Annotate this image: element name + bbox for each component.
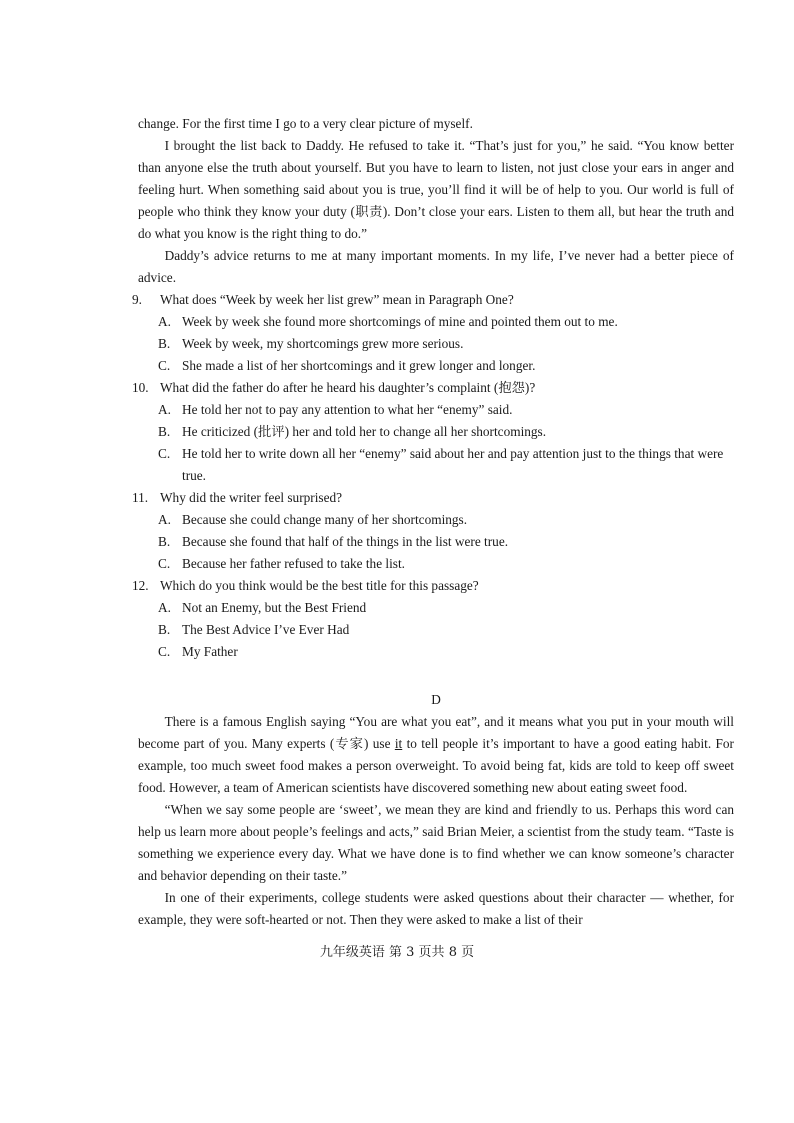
option-letter: B. (158, 622, 171, 637)
option-text: Because she could change many of her shortcomings. (182, 512, 468, 527)
option-text: He told her to write down all her “enemy” said about her and pay attention just to the things that were true. (182, 446, 724, 483)
passage-c-continuation (138, 113, 734, 289)
paragraph: In one of their experiments, college students were asked questions about their character — whether, for example, they were soft-hearted or not. Then they were asked to make a list of their (138, 890, 734, 927)
question-block (132, 289, 734, 663)
section-title: D (431, 692, 441, 707)
option-c (158, 553, 734, 575)
option-letter: A. (158, 512, 171, 527)
option-letter: C. (158, 446, 171, 461)
option-letter: B. (158, 336, 171, 351)
option-letter: B. (158, 534, 171, 549)
option-letter: C. (158, 358, 171, 373)
option-letter: B. (158, 424, 171, 439)
option-b (158, 619, 734, 641)
option-b (158, 421, 734, 443)
option-c (158, 641, 734, 663)
question-text: What did the father do after he heard his daughter’s complaint (抱怨)? (160, 380, 536, 395)
question-text: What does “Week by week her list grew” mean in Paragraph One? (160, 292, 514, 307)
option-c (158, 355, 734, 377)
option-letter: A. (158, 314, 171, 329)
option-text: The Best Advice I’ve Ever Had (182, 622, 350, 637)
paragraph: change. For the first time I go to a very clear picture of myself. (138, 116, 473, 131)
question-text: Why did the writer feel surprised? (160, 490, 343, 505)
option-text: Not an Enemy, but the Best Friend (182, 600, 367, 615)
option-a (158, 311, 734, 333)
option-b (158, 333, 734, 355)
option-letter: A. (158, 600, 171, 615)
option-c (158, 443, 734, 487)
question-9 (132, 289, 734, 311)
question-11 (132, 487, 734, 509)
question-number: 12. (132, 578, 149, 593)
option-text: Week by week, my shortcomings grew more serious. (182, 336, 464, 351)
page-footer: 九年级英语 第 3 页共 8 页 (319, 945, 475, 960)
exam-page-body (132, 113, 734, 931)
paragraph (138, 711, 734, 799)
question-number: 9. (132, 292, 142, 307)
option-letter: C. (158, 644, 171, 659)
underlined-word: it (394, 736, 403, 751)
option-text: He told her not to pay any attention to what her “enemy” said. (182, 402, 513, 417)
question-12 (132, 575, 734, 597)
option-a (158, 509, 734, 531)
option-text: She made a list of her shortcomings and it grew longer and longer. (182, 358, 536, 373)
paragraph: Daddy’s advice returns to me at many important moments. In my life, I’ve never had a better piece of advice. (138, 248, 734, 285)
option-text: Because her father refused to take the list. (182, 556, 405, 571)
option-text: My Father (182, 644, 238, 659)
paragraph-text: There is a famous English saying “You are what you eat”, and it means what you put in your mouth will become part of you. Many experts (专家) use (138, 714, 734, 751)
paragraph: I brought the list back to Daddy. He refused to take it. “That’s just for you,” he said. “You know better than anyone else the truth about yourself. But you have to learn to listen, not just close your ears in anger and feeling hurt. When something said about you is true, you’ll find it will be of help to you. Our world is full of people who think they know your duty (职责). Don’t close your ears. Listen to them all, but hear the truth and do what you know is the right thing to do.” (138, 138, 734, 241)
option-text: Week by week she found more shortcomings of mine and pointed them out to me. (182, 314, 618, 329)
question-text: Which do you think would be the best title for this passage? (160, 578, 479, 593)
option-letter: C. (158, 556, 171, 571)
question-number: 10. (132, 380, 149, 395)
paragraph: “When we say some people are ‘sweet’, we mean they are kind and friendly to us. Perhaps this word can help us learn more about people’s feelings and acts,” said Brian Meier, a scientist from the study team. “Taste is something we experience every day. What we have done is to find whether we can know someone’s character and behavior depending on their taste.” (138, 802, 734, 883)
option-b (158, 531, 734, 553)
question-10 (132, 377, 734, 399)
option-a (158, 597, 734, 619)
question-number: 11. (132, 490, 149, 505)
option-a (158, 399, 734, 421)
option-text: Because she found that half of the things in the list were true. (182, 534, 509, 549)
paragraph-text: to tell people it’s important to have a good eating habit. For example, too much sweet food makes a person overweight. To avoid being fat, kids are told to keep off sweet food. However, a team of American scientists have discovered something new about eating sweet food. (138, 736, 734, 795)
option-text: He criticized (批评) her and told her to change all her shortcomings. (182, 424, 547, 439)
passage-d (138, 689, 734, 931)
option-letter: A. (158, 402, 171, 417)
